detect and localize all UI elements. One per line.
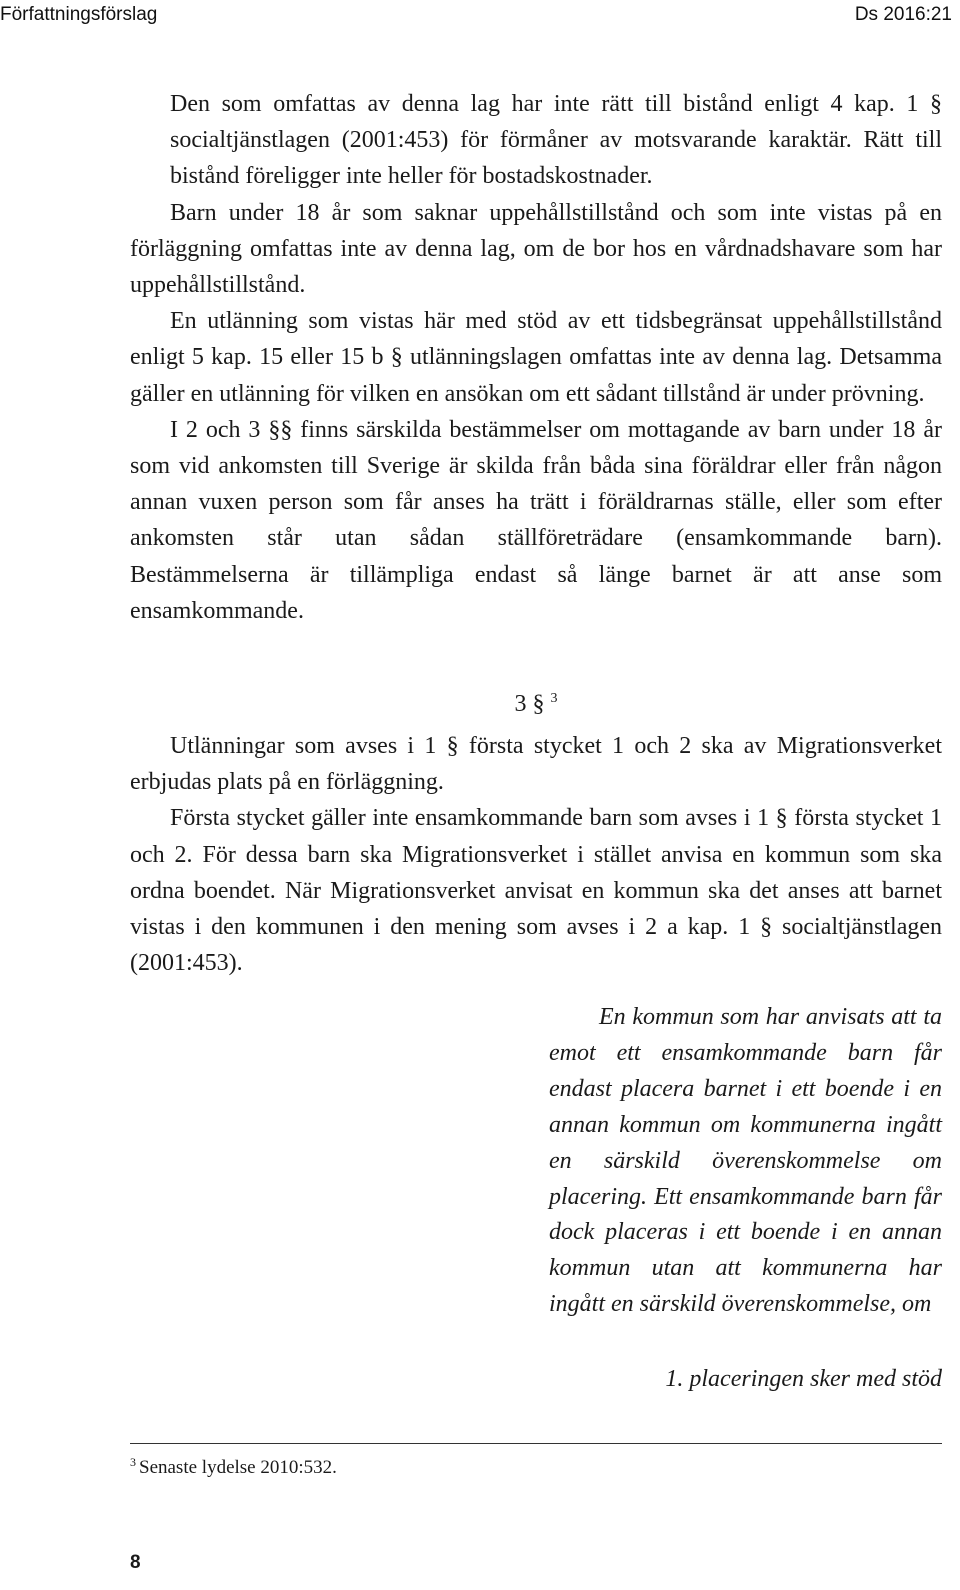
footnote-reference: 3 (550, 691, 558, 706)
footnote (130, 1456, 337, 1480)
paragraph: Den som omfattas av denna lag har inte rätt till bistånd enligt 4 kap. 1 § socialtjänstlagen (2001:453) för förmåner av motsvarande karaktär. Rätt till bistånd föreligger inte heller för bostadskostnader. (170, 91, 942, 190)
section-heading-text: 3 § (514, 691, 545, 717)
running-header-left: Författningsförslag (0, 4, 158, 25)
proposed-list-item: 1. placeringen sker med stöd (665, 1366, 942, 1392)
section-3-body (130, 728, 942, 981)
paragraph: Utlänningar som avses i 1 § första stycket 1 och 2 ska av Migrationsverket erbjudas plats på en förläggning. (130, 733, 942, 796)
section-heading (130, 686, 942, 722)
proposed-text-column (549, 1000, 942, 1323)
paragraph: Första stycket gäller inte ensamkommande barn som avses i 1 § första stycket 1 och 2. För dessa barn ska Migrationsverket i stället anvisa en kommun som ska ordna boendet. När Migrationsverket anvisat en kommun ska det anses att barnet vistas i den kommunen i den mening som avses i 2 a kap. 1 § socialtjänstlagen (2001:453). (130, 805, 942, 977)
paragraph: Barn under 18 år som saknar uppehållstillstånd och som inte vistas på en förläggning omfattas inte av denna lag, om de bor hos en vårdnadshavare som har uppehållstillstånd. (130, 199, 942, 299)
footnote-divider (130, 1443, 942, 1444)
page-number: 8 (130, 1552, 141, 1573)
proposed-paragraph: En kommun som har anvisats att ta emot ett ensamkommande barn får endast placera barnet i ett boende i en annan kommun om kommunerna ingått en särskild överenskommelse om placering. Ett ensamkommande barn får dock placeras i ett boende i en annan kommun utan att kommunerna har ingått en särskild överenskommelse, om (549, 1004, 942, 1318)
footnote-marker: 3 (130, 1454, 136, 1469)
running-header-right: Ds 2016:21 (854, 4, 952, 25)
paragraph: En utlänning som vistas här med stöd av ett tidsbegränsat uppehållstillstånd enligt 5 kap. 15 eller 15 b § utlänningslagen omfattas inte av denna lag. Detsamma gäller en utlänning för vilken en ansökan om ett sådant tillstånd är under prövning. (130, 308, 942, 407)
section-1-body (130, 86, 942, 629)
paragraph: I 2 och 3 §§ finns särskilda bestämmelser om mottagande av barn under 18 år som vid ankomsten till Sverige är skilda från båda sina föräldrar eller från någon annan vuxen person som får anses ha trätt i föräldrarnas ställe, eller som efter ankomsten står utan sådan ställföreträdare (ensamkommande barn). Bestämmelserna är tillämpliga endast så länge barnet är att anse som ensamkommande. (130, 416, 942, 624)
footnote-text: Senaste lydelse 2010:532. (139, 1457, 337, 1478)
